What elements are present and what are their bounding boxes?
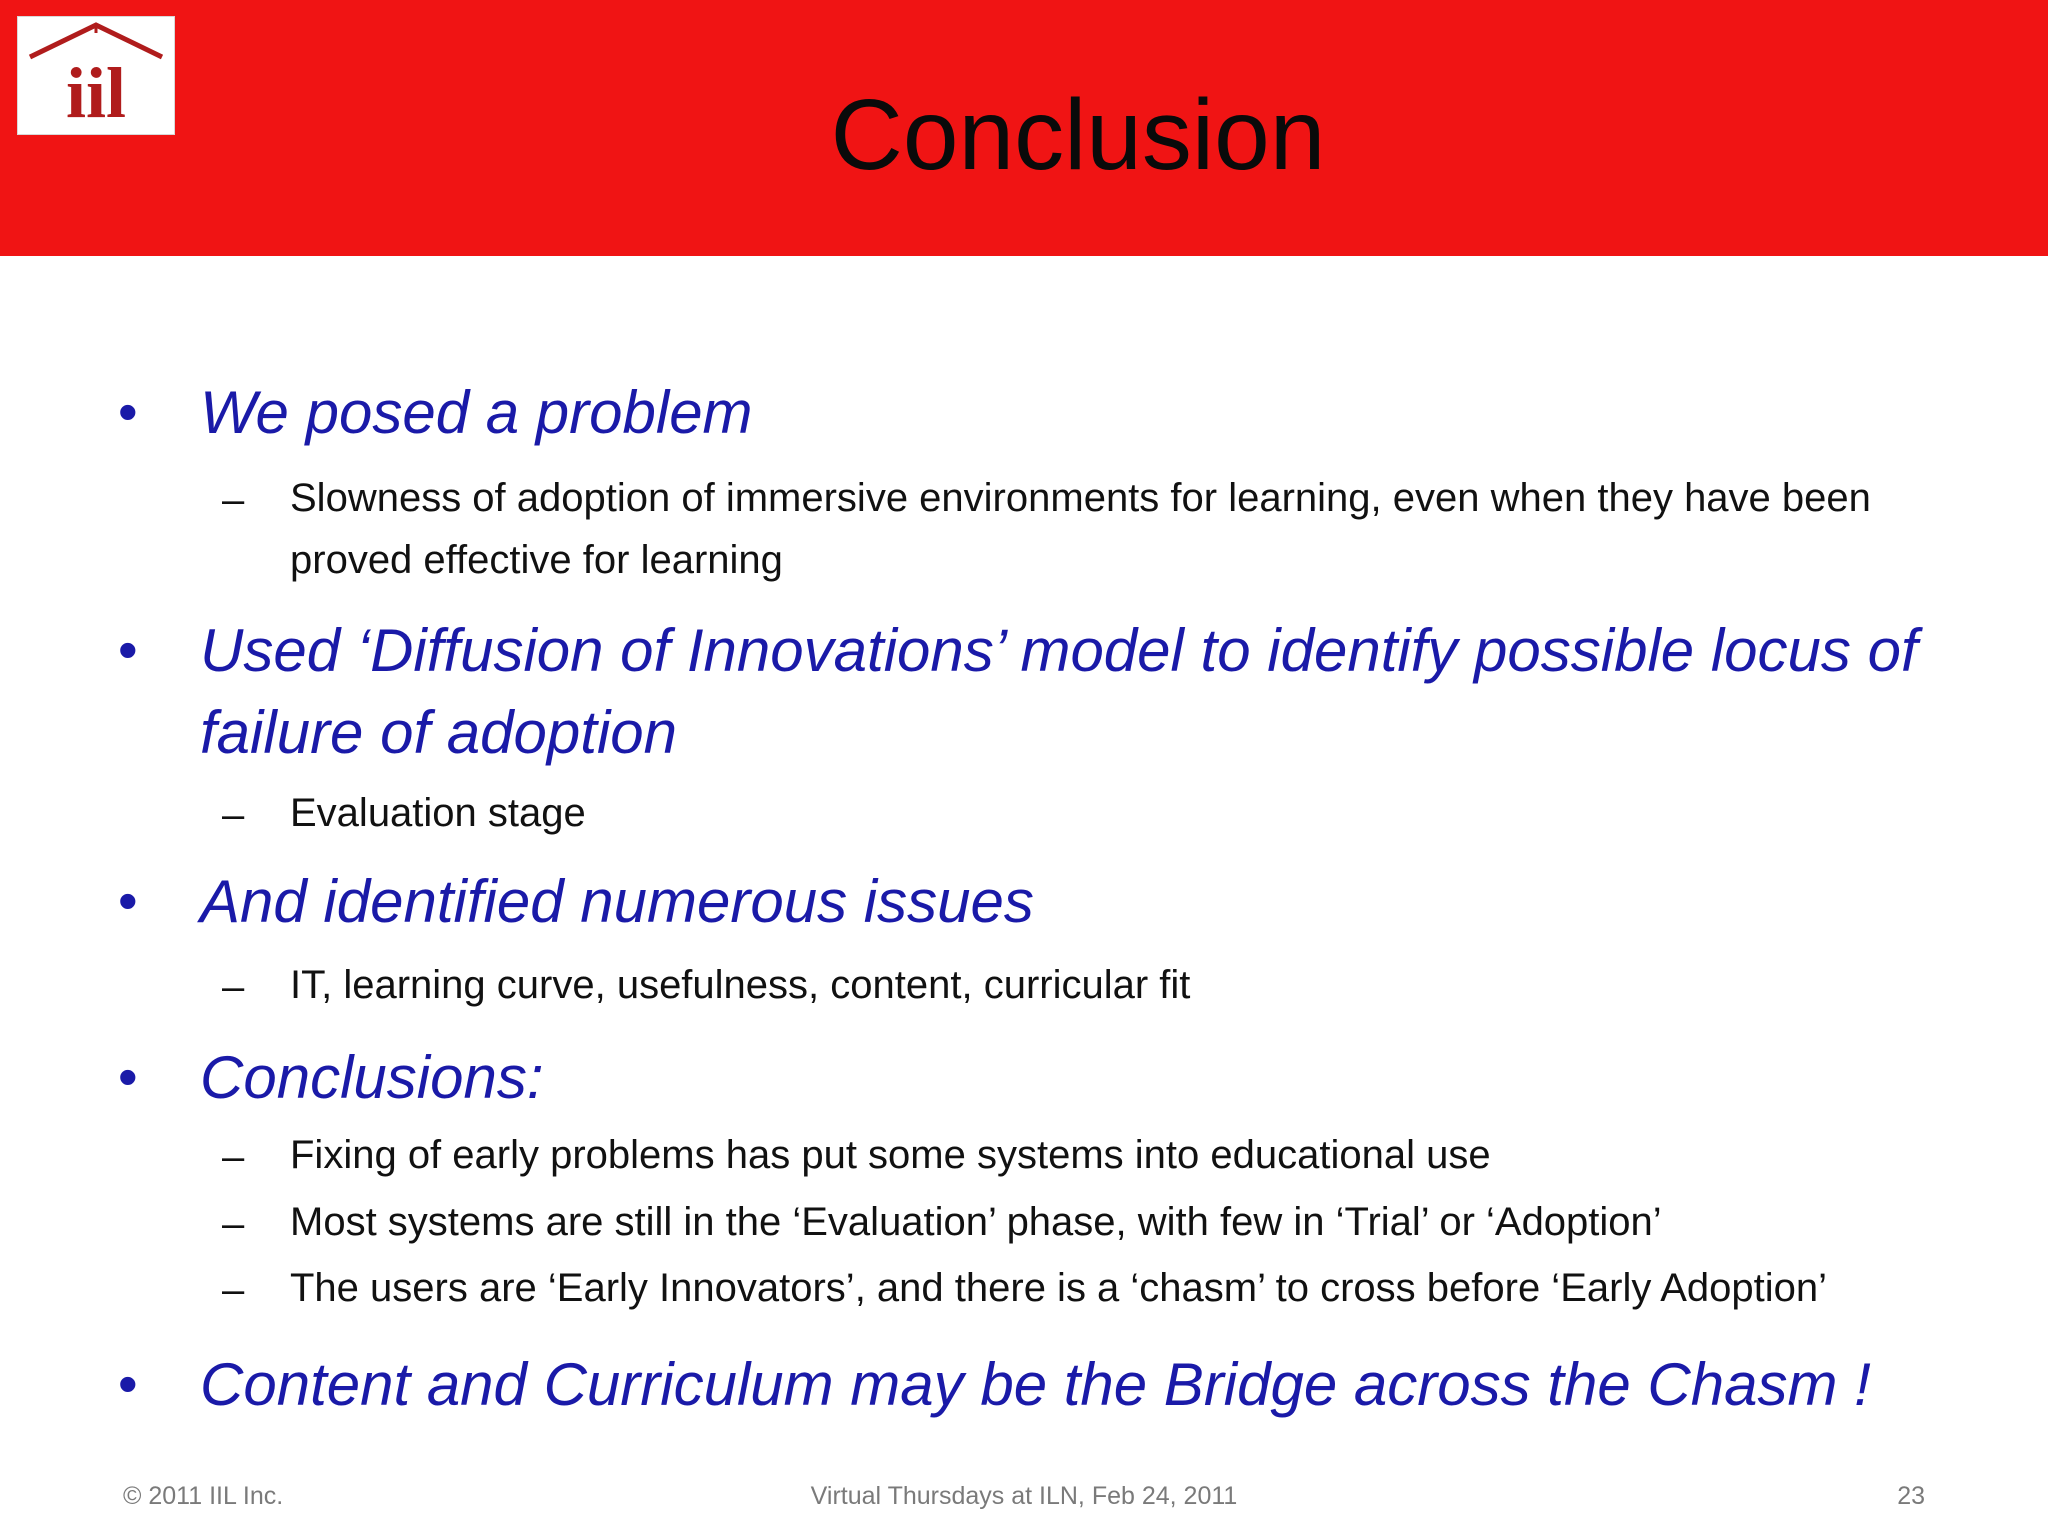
dash-icon: – — [222, 965, 245, 1009]
bullet-icon: • — [118, 618, 138, 681]
bullet-2-text: Used ‘Diffusion of Innovations’ model to identify possible locus of failure of adoption — [200, 617, 1918, 766]
bullet-4-text: Conclusions: — [200, 1044, 544, 1111]
bullet-icon: • — [118, 869, 138, 932]
bullet-icon: • — [118, 380, 138, 443]
bullet-4-sub-3: The users are ‘Early Innovators’, and there is a ‘chasm’ to cross before ‘Early Adoption’ — [290, 1266, 1828, 1310]
bullet-5-text: Content and Curriculum may be the Bridge across the Chasm ! — [200, 1351, 1871, 1418]
bullet-4-sub-2: Most systems are still in the ‘Evaluation’ phase, with few in ‘Trial’ or ‘Adoption’ — [290, 1200, 1662, 1244]
bullet-3-sub-1: IT, learning curve, usefulness, content, curricular fit — [290, 963, 1191, 1007]
bullet-1-text: We posed a problem — [200, 379, 753, 446]
bullet-4-sub-1: Fixing of early problems has put some systems into educational use — [290, 1133, 1491, 1177]
footer-event: Virtual Thursdays at ILN, Feb 24, 2011 — [810, 1482, 1238, 1510]
bullet-1-sub-1: Slowness of adoption of immersive environments for learning, even when they have been proved effective for learning — [290, 476, 1871, 582]
logo-text: iil — [65, 53, 127, 133]
dash-icon: – — [222, 793, 245, 837]
bullet-icon: • — [118, 1045, 138, 1108]
bullet-3-text: And identified numerous issues — [200, 868, 1034, 935]
bullet-2-sub-1: Evaluation stage — [290, 791, 586, 835]
slide-title: Conclusion — [830, 79, 1326, 191]
dash-icon: – — [222, 478, 245, 522]
dash-icon: – — [222, 1135, 245, 1179]
footer-copyright: © 2011 IIL Inc. — [123, 1482, 284, 1510]
footer-page-number: 23 — [1897, 1482, 1925, 1510]
dash-icon: – — [222, 1202, 245, 1246]
dash-icon: – — [222, 1268, 245, 1312]
bullet-icon: • — [118, 1352, 138, 1415]
